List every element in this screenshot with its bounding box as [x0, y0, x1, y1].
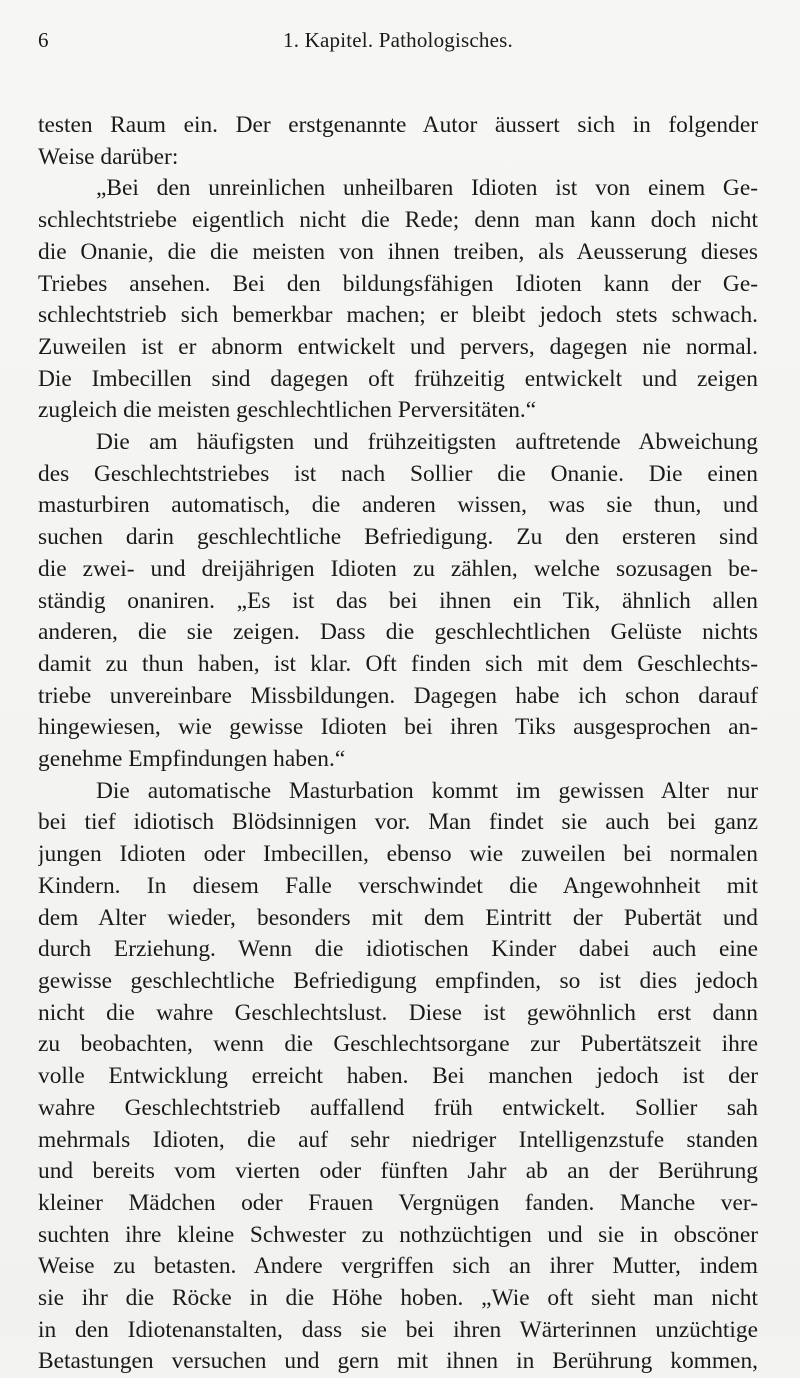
body-text: [38, 110, 758, 1378]
text-line: zugleich die meisten geschlechtlichen Perversitäten.“: [38, 397, 537, 424]
text-line: Betastungen versuchen und gern mit ihnen in Berührung kommen,: [38, 1348, 758, 1375]
text-line: in den Idiotenanstalten, dass sie bei ihren Wärterinnen unzüchtige: [38, 1316, 758, 1343]
text-line: gewisse geschlechtliche Befriedigung empfinden, so ist dies jedoch: [38, 967, 758, 994]
text-line: Die automatische Masturbation kommt im gewissen Alter nur: [96, 777, 758, 804]
text-line: bei tief idiotisch Blödsinnigen vor. Man findet sie auch bei ganz: [38, 809, 758, 836]
text-line: Triebes ansehen. Bei den bildungsfähigen Idioten kann der Ge-: [38, 270, 758, 297]
chapter-title: 1. Kapitel. Pathologisches.: [283, 28, 513, 52]
text-line: testen Raum ein. Der erstgenannte Autor äussert sich in folgender: [38, 112, 758, 138]
text-line: triebe unvereinbare Missbildungen. Dagegen habe ich schon darauf: [38, 682, 758, 709]
text-line: hingewiesen, wie gewisse Idioten bei ihren Tiks ausgesprochen an-: [38, 714, 758, 741]
text-line: dem Alter wieder, besonders mit dem Eintritt der Pubertät und: [38, 904, 758, 931]
text-line: Weise darüber:: [38, 143, 179, 170]
text-line: „Bei den unreinlichen unheilbaren Idioten ist von einem Ge-: [96, 175, 758, 202]
text-line: jungen Idioten oder Imbecillen, ebenso wie zuweilen bei normalen: [38, 841, 758, 868]
text-line: Kindern. In diesem Falle verschwindet die Angewohnheit mit: [38, 872, 758, 899]
text-line: sie ihr die Röcke in die Höhe hoben. „Wie oft sieht man nicht: [38, 1285, 758, 1312]
text-line: genehme Empfindungen haben.“: [38, 746, 346, 773]
text-line: ständig onaniren. „Es ist das bei ihnen ein Tik, ähnlich allen: [38, 587, 758, 614]
text-line: des Geschlechtstriebes ist nach Sollier die Onanie. Die einen: [38, 460, 758, 487]
text-line: zu beobachten, wenn die Geschlechtsorgane zur Pubertätszeit ihre: [38, 1031, 758, 1058]
text-line: suchen darin geschlechtliche Befriedigung. Zu den ersteren sind: [38, 524, 758, 551]
text-line: wahre Geschlechtstrieb auffallend früh entwickelt. Sollier sah: [38, 1094, 758, 1121]
text-line: volle Entwicklung erreicht haben. Bei manchen jedoch ist der: [38, 1063, 758, 1090]
text-line: Die Imbecillen sind dagegen oft frühzeitig entwickelt und zeigen: [38, 365, 758, 392]
text-line: masturbiren automatisch, die anderen wissen, was sie thun, und: [38, 492, 758, 519]
text-line: Weise zu betasten. Andere vergriffen sich an ihrer Mutter, indem: [38, 1253, 758, 1280]
text-line: die zwei- und dreijährigen Idioten zu zählen, welche sozusagen be-: [38, 555, 758, 582]
text-line: Zuweilen ist er abnorm entwickelt und pervers, dagegen nie normal.: [38, 333, 758, 360]
text-line: damit zu thun haben, ist klar. Oft finden sich mit dem Geschlechts-: [38, 650, 758, 677]
text-line: nicht die wahre Geschlechtslust. Diese ist gewöhnlich erst dann: [38, 999, 758, 1026]
text-line: Die am häufigsten und frühzeitigsten auftretende Abweichung: [96, 429, 758, 456]
text-line: schlechtstriebe eigentlich nicht die Rede; denn man kann doch nicht: [38, 207, 758, 234]
text-line: mehrmals Idioten, die auf sehr niedriger Intelligenzstufe standen: [38, 1126, 758, 1153]
text-line: und bereits vom vierten oder fünften Jahr ab an der Berührung: [38, 1158, 758, 1185]
page-number: 6: [38, 28, 49, 52]
text-line: schlechtstrieb sich bemerkbar machen; er bleibt jedoch stets schwach.: [38, 302, 758, 329]
running-head: [38, 28, 758, 68]
text-line: durch Erziehung. Wenn die idiotischen Kinder dabei auch eine: [38, 936, 758, 963]
text-line: suchten ihre kleine Schwester zu nothzüchtigen und sie in obscöner: [38, 1221, 758, 1248]
text-line: kleiner Mädchen oder Frauen Vergnügen fanden. Manche ver-: [38, 1189, 758, 1216]
text-line: die Onanie, die die meisten von ihnen treiben, als Aeusserung dieses: [38, 238, 758, 265]
text-line: anderen, die sie zeigen. Dass die geschlechtlichen Gelüste nichts: [38, 619, 758, 646]
